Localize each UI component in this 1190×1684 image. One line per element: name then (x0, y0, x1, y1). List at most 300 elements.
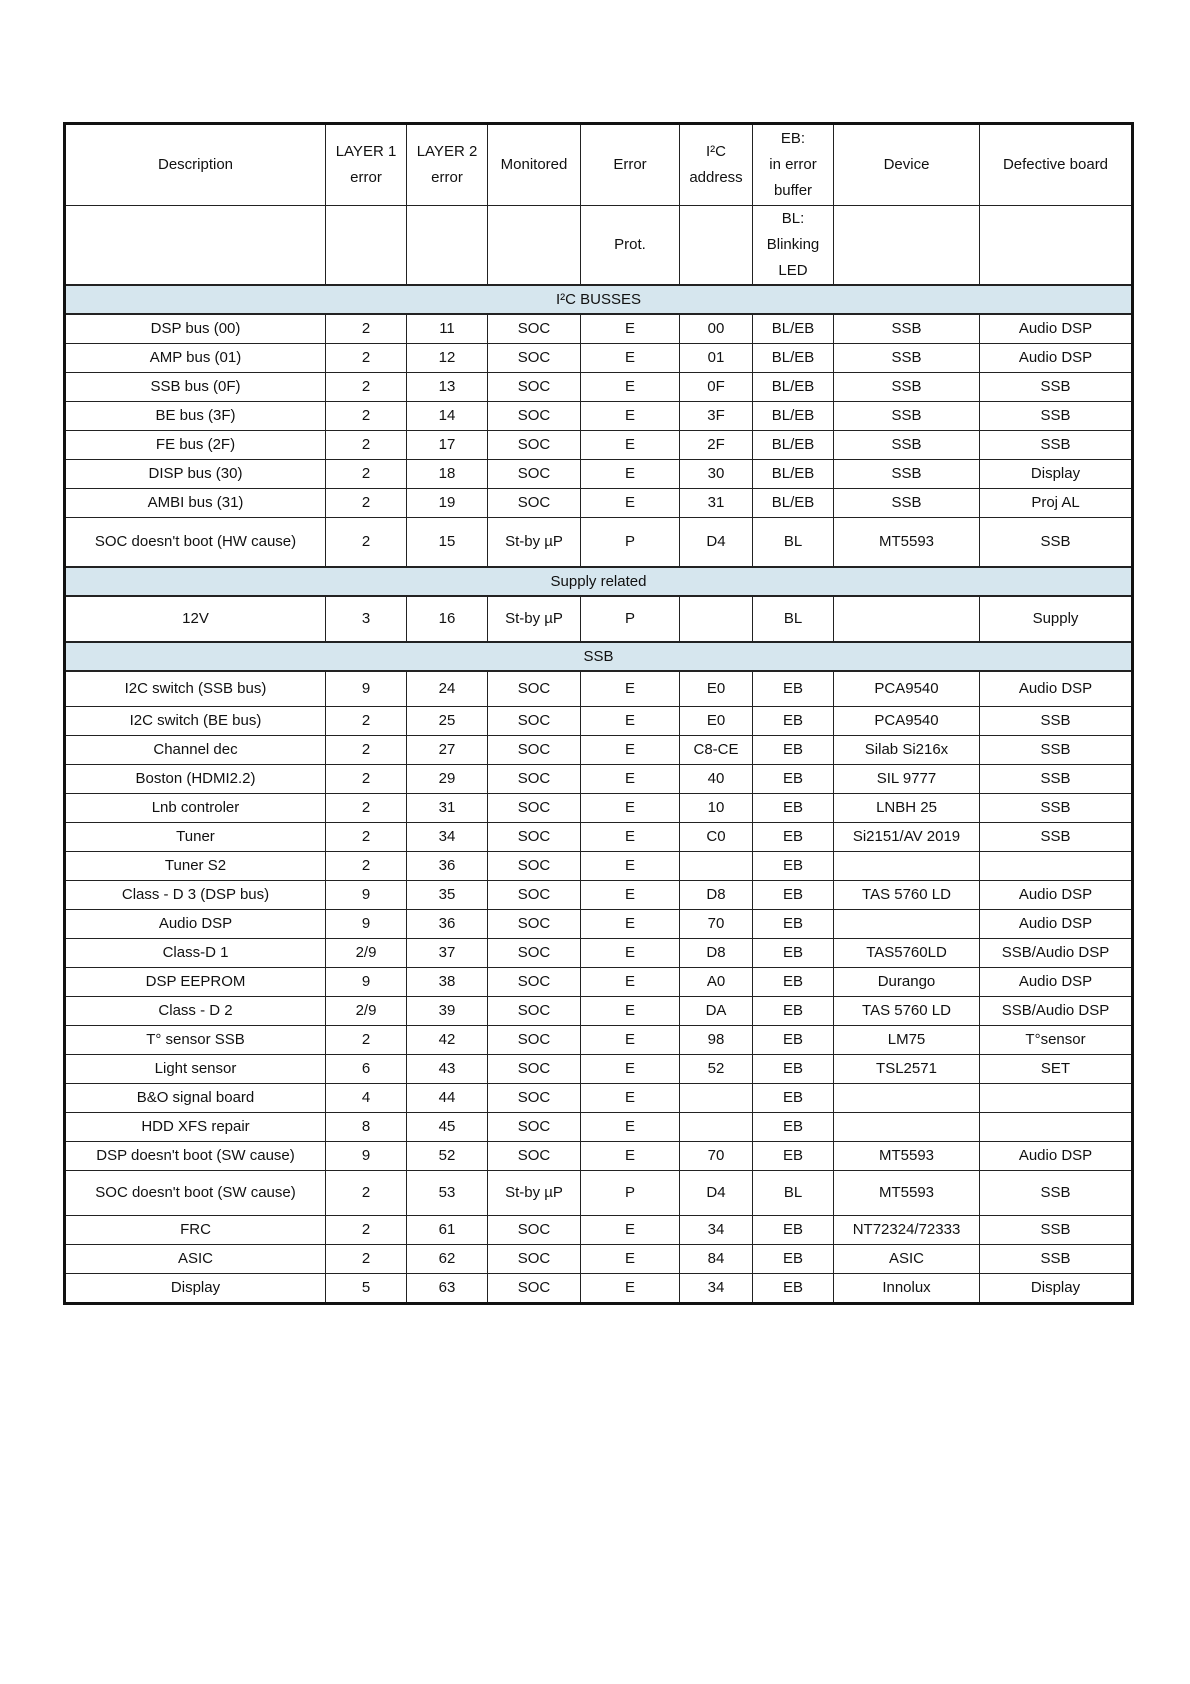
eb-bl-cell: BL/EB (753, 431, 834, 460)
header-subrow (65, 206, 1133, 286)
table-row (65, 1142, 1133, 1171)
defective-board-cell: SSB (980, 431, 1133, 460)
error-type-cell: E (581, 1274, 680, 1304)
layer2-error-cell: 39 (407, 997, 488, 1026)
table-row (65, 881, 1133, 910)
description-cell: T° sensor SSB (65, 1026, 326, 1055)
i2c-address-cell: 34 (680, 1216, 753, 1245)
i2c-address-cell: C0 (680, 823, 753, 852)
layer2-error-cell: 63 (407, 1274, 488, 1304)
layer1-error-cell: 9 (326, 1142, 407, 1171)
description-cell: Display (65, 1274, 326, 1304)
layer2-error-cell: 53 (407, 1171, 488, 1216)
defective-board-cell: SSB (980, 1216, 1133, 1245)
layer2-error-cell: 31 (407, 794, 488, 823)
description-cell: Light sensor (65, 1055, 326, 1084)
eb-bl-cell: BL/EB (753, 460, 834, 489)
defective-board-cell: SSB/Audio DSP (980, 939, 1133, 968)
eb-bl-cell: EB (753, 823, 834, 852)
defective-board-cell: SSB (980, 518, 1133, 568)
defective-board-cell: SSB (980, 794, 1133, 823)
table-row (65, 852, 1133, 881)
table-row (65, 707, 1133, 736)
device-cell: ASIC (834, 1245, 980, 1274)
i2c-address-cell: 70 (680, 1142, 753, 1171)
table-row (65, 1084, 1133, 1113)
monitored-cell: SOC (488, 852, 581, 881)
layer2-error-cell: 24 (407, 671, 488, 707)
error-type-cell: E (581, 881, 680, 910)
section-title: Supply related (65, 567, 1133, 596)
error-type-cell: P (581, 518, 680, 568)
monitored-cell: SOC (488, 489, 581, 518)
eb-bl-cell: EB (753, 1245, 834, 1274)
layer1-error-cell: LAYER 1 error (326, 124, 407, 206)
device-cell: LM75 (834, 1026, 980, 1055)
device-cell: SSB (834, 460, 980, 489)
description-cell: DSP EEPROM (65, 968, 326, 997)
layer2-error-cell: 34 (407, 823, 488, 852)
defective-board-cell: SSB (980, 823, 1133, 852)
layer2-error-cell: 62 (407, 1245, 488, 1274)
layer1-error-cell: 2 (326, 314, 407, 344)
monitored-cell: St-by µP (488, 596, 581, 642)
layer2-error-cell: 17 (407, 431, 488, 460)
description-cell: Class-D 1 (65, 939, 326, 968)
device-cell: TAS5760LD (834, 939, 980, 968)
section-header-row (65, 285, 1133, 314)
layer1-error-cell: 2 (326, 373, 407, 402)
error-type-cell: E (581, 852, 680, 881)
defective-board-cell: SSB (980, 402, 1133, 431)
monitored-cell: SOC (488, 736, 581, 765)
table-row (65, 344, 1133, 373)
device-cell (834, 910, 980, 939)
defective-board-cell: T°sensor (980, 1026, 1133, 1055)
monitored-cell: SOC (488, 1216, 581, 1245)
i2c-address-cell: D8 (680, 881, 753, 910)
i2c-address-cell: E0 (680, 671, 753, 707)
layer1-error-cell: 2 (326, 794, 407, 823)
eb-bl-cell: EB (753, 1216, 834, 1245)
monitored-cell: SOC (488, 794, 581, 823)
table-row (65, 1113, 1133, 1142)
description-cell: DISP bus (30) (65, 460, 326, 489)
error-code-table (63, 122, 1134, 1305)
i2c-address-cell: A0 (680, 968, 753, 997)
device-cell: MT5593 (834, 1142, 980, 1171)
description-cell: Channel dec (65, 736, 326, 765)
layer2-error-cell: 45 (407, 1113, 488, 1142)
device-cell (834, 1084, 980, 1113)
table-row (65, 736, 1133, 765)
description-cell: FE bus (2F) (65, 431, 326, 460)
layer2-error-cell: 38 (407, 968, 488, 997)
error-type-cell: P (581, 596, 680, 642)
monitored-cell: St-by µP (488, 1171, 581, 1216)
device-cell: SSB (834, 431, 980, 460)
device-cell: Innolux (834, 1274, 980, 1304)
table-row (65, 460, 1133, 489)
description-cell: SOC doesn't boot (HW cause) (65, 518, 326, 568)
monitored-cell: SOC (488, 939, 581, 968)
defective-board-cell: Supply (980, 596, 1133, 642)
description-cell: AMP bus (01) (65, 344, 326, 373)
layer2-error-cell: 16 (407, 596, 488, 642)
error-type-cell: E (581, 939, 680, 968)
i2c-address-cell: 3F (680, 402, 753, 431)
device-cell: SSB (834, 344, 980, 373)
description-cell: Tuner S2 (65, 852, 326, 881)
monitored-cell: SOC (488, 881, 581, 910)
defective-board-cell: SSB (980, 736, 1133, 765)
table-row (65, 489, 1133, 518)
device-cell: NT72324/72333 (834, 1216, 980, 1245)
error-type-cell: E (581, 344, 680, 373)
device-cell (834, 596, 980, 642)
defective-board-cell: SSB (980, 1171, 1133, 1216)
defective-board-cell: Audio DSP (980, 910, 1133, 939)
layer1-error-cell: 9 (326, 671, 407, 707)
description-cell: BE bus (3F) (65, 402, 326, 431)
device-cell: Silab Si216x (834, 736, 980, 765)
defective-board-cell: Display (980, 460, 1133, 489)
device-cell: PCA9540 (834, 707, 980, 736)
layer1-error-cell: 8 (326, 1113, 407, 1142)
device-cell: SSB (834, 489, 980, 518)
defective-board-cell: Proj AL (980, 489, 1133, 518)
defective-board-cell (980, 206, 1133, 286)
table-row (65, 1274, 1133, 1304)
description-cell (65, 206, 326, 286)
description-cell: ASIC (65, 1245, 326, 1274)
device-cell: MT5593 (834, 518, 980, 568)
table-row (65, 1026, 1133, 1055)
layer1-error-cell: 2 (326, 736, 407, 765)
monitored-cell: SOC (488, 968, 581, 997)
error-type-cell: Prot. (581, 206, 680, 286)
error-type-cell: Error (581, 124, 680, 206)
monitored-cell: SOC (488, 1274, 581, 1304)
error-type-cell: E (581, 794, 680, 823)
description-cell: DSP bus (00) (65, 314, 326, 344)
device-cell (834, 852, 980, 881)
device-cell: TSL2571 (834, 1055, 980, 1084)
description-cell: Tuner (65, 823, 326, 852)
error-type-cell: E (581, 1026, 680, 1055)
table-row (65, 765, 1133, 794)
defective-board-cell: SSB (980, 707, 1133, 736)
description-cell: Class - D 2 (65, 997, 326, 1026)
layer1-error-cell: 4 (326, 1084, 407, 1113)
error-type-cell: E (581, 765, 680, 794)
i2c-address-cell: C8-CE (680, 736, 753, 765)
table-row (65, 402, 1133, 431)
description-cell: Description (65, 124, 326, 206)
layer2-error-cell: 12 (407, 344, 488, 373)
layer1-error-cell: 2 (326, 765, 407, 794)
error-type-cell: E (581, 489, 680, 518)
section-header-row (65, 642, 1133, 671)
layer1-error-cell: 2 (326, 852, 407, 881)
defective-board-cell (980, 852, 1133, 881)
i2c-address-cell (680, 1113, 753, 1142)
i2c-address-cell: 52 (680, 1055, 753, 1084)
monitored-cell: SOC (488, 1245, 581, 1274)
table-row (65, 1216, 1133, 1245)
description-cell: 12V (65, 596, 326, 642)
i2c-address-cell: 10 (680, 794, 753, 823)
i2c-address-cell (680, 852, 753, 881)
table-row (65, 1171, 1133, 1216)
eb-bl-cell: BL/EB (753, 344, 834, 373)
description-cell: AMBI bus (31) (65, 489, 326, 518)
table-row (65, 431, 1133, 460)
layer1-error-cell: 9 (326, 881, 407, 910)
description-cell: DSP doesn't boot (SW cause) (65, 1142, 326, 1171)
defective-board-cell (980, 1113, 1133, 1142)
error-type-cell: E (581, 1113, 680, 1142)
device-cell: SSB (834, 373, 980, 402)
monitored-cell: SOC (488, 910, 581, 939)
device-cell: LNBH 25 (834, 794, 980, 823)
defective-board-cell: Audio DSP (980, 344, 1133, 373)
layer2-error-cell: 19 (407, 489, 488, 518)
i2c-address-cell: I²C address (680, 124, 753, 206)
eb-bl-cell: EB (753, 881, 834, 910)
description-cell: HDD XFS repair (65, 1113, 326, 1142)
layer2-error-cell: 42 (407, 1026, 488, 1055)
error-type-cell: E (581, 736, 680, 765)
error-type-cell: E (581, 1245, 680, 1274)
layer2-error-cell: 25 (407, 707, 488, 736)
monitored-cell: SOC (488, 314, 581, 344)
eb-bl-cell: BL (753, 518, 834, 568)
description-cell: Lnb controler (65, 794, 326, 823)
table-row (65, 939, 1133, 968)
device-cell: Device (834, 124, 980, 206)
section-header-row (65, 567, 1133, 596)
table-row (65, 968, 1133, 997)
eb-bl-cell: EB (753, 1142, 834, 1171)
layer1-error-cell: 2 (326, 707, 407, 736)
table-row (65, 997, 1133, 1026)
error-type-cell: E (581, 1084, 680, 1113)
layer1-error-cell: 2 (326, 518, 407, 568)
error-type-cell: E (581, 460, 680, 489)
device-cell (834, 1113, 980, 1142)
eb-bl-cell: BL (753, 596, 834, 642)
defective-board-cell: SSB (980, 765, 1133, 794)
eb-bl-cell: EB (753, 910, 834, 939)
table-row (65, 1245, 1133, 1274)
monitored-cell: SOC (488, 460, 581, 489)
layer2-error-cell: 27 (407, 736, 488, 765)
section-title: I²C BUSSES (65, 285, 1133, 314)
monitored-cell (488, 206, 581, 286)
layer1-error-cell: 9 (326, 910, 407, 939)
device-cell: Durango (834, 968, 980, 997)
i2c-address-cell: 84 (680, 1245, 753, 1274)
defective-board-cell: Audio DSP (980, 881, 1133, 910)
section-title: SSB (65, 642, 1133, 671)
error-type-cell: E (581, 1216, 680, 1245)
error-type-cell: E (581, 314, 680, 344)
layer2-error-cell: 18 (407, 460, 488, 489)
error-type-cell: E (581, 968, 680, 997)
error-type-cell: P (581, 1171, 680, 1216)
layer1-error-cell: 2/9 (326, 939, 407, 968)
i2c-address-cell: D4 (680, 1171, 753, 1216)
device-cell: TAS 5760 LD (834, 997, 980, 1026)
layer2-error-cell: 52 (407, 1142, 488, 1171)
defective-board-cell: SSB (980, 1245, 1133, 1274)
device-cell: SSB (834, 402, 980, 431)
description-cell: SSB bus (0F) (65, 373, 326, 402)
monitored-cell: SOC (488, 707, 581, 736)
eb-bl-cell: BL/EB (753, 373, 834, 402)
device-cell: PCA9540 (834, 671, 980, 707)
defective-board-cell: Audio DSP (980, 968, 1133, 997)
layer2-error-cell: 35 (407, 881, 488, 910)
eb-bl-cell: BL (753, 1171, 834, 1216)
description-cell: I2C switch (BE bus) (65, 707, 326, 736)
device-cell: MT5593 (834, 1171, 980, 1216)
eb-bl-cell: EB (753, 765, 834, 794)
layer1-error-cell: 2 (326, 1216, 407, 1245)
layer2-error-cell: 43 (407, 1055, 488, 1084)
description-cell: SOC doesn't boot (SW cause) (65, 1171, 326, 1216)
table-row (65, 314, 1133, 344)
monitored-cell: SOC (488, 765, 581, 794)
monitored-cell: SOC (488, 823, 581, 852)
i2c-address-cell: 2F (680, 431, 753, 460)
description-cell: FRC (65, 1216, 326, 1245)
device-cell: SIL 9777 (834, 765, 980, 794)
layer2-error-cell: 36 (407, 910, 488, 939)
layer1-error-cell: 2 (326, 1171, 407, 1216)
monitored-cell: SOC (488, 1055, 581, 1084)
description-cell: I2C switch (SSB bus) (65, 671, 326, 707)
i2c-address-cell: D4 (680, 518, 753, 568)
layer1-error-cell: 2 (326, 1245, 407, 1274)
error-type-cell: E (581, 823, 680, 852)
layer2-error-cell: 29 (407, 765, 488, 794)
eb-bl-cell: EB (753, 1084, 834, 1113)
i2c-address-cell: 98 (680, 1026, 753, 1055)
table-row (65, 373, 1133, 402)
description-cell: Class - D 3 (DSP bus) (65, 881, 326, 910)
eb-bl-cell: EB (753, 671, 834, 707)
layer1-error-cell: 5 (326, 1274, 407, 1304)
i2c-address-cell: 00 (680, 314, 753, 344)
eb-bl-cell: EB (753, 707, 834, 736)
defective-board-cell: Display (980, 1274, 1133, 1304)
monitored-cell: SOC (488, 1084, 581, 1113)
layer1-error-cell: 2 (326, 489, 407, 518)
defective-board-cell: Defective board (980, 124, 1133, 206)
eb-bl-cell: EB (753, 794, 834, 823)
monitored-cell: SOC (488, 997, 581, 1026)
eb-bl-cell: BL/EB (753, 402, 834, 431)
table-row (65, 671, 1133, 707)
layer2-error-cell: 15 (407, 518, 488, 568)
monitored-cell: SOC (488, 1026, 581, 1055)
table-row (65, 910, 1133, 939)
layer2-error-cell: 61 (407, 1216, 488, 1245)
defective-board-cell: SSB (980, 373, 1133, 402)
table-row (65, 794, 1133, 823)
monitored-cell: SOC (488, 402, 581, 431)
layer2-error-cell: LAYER 2 error (407, 124, 488, 206)
error-type-cell: E (581, 997, 680, 1026)
eb-bl-cell: EB (753, 1274, 834, 1304)
error-type-cell: E (581, 1142, 680, 1171)
layer1-error-cell: 2 (326, 431, 407, 460)
layer2-error-cell: 14 (407, 402, 488, 431)
device-cell: TAS 5760 LD (834, 881, 980, 910)
i2c-address-cell: E0 (680, 707, 753, 736)
i2c-address-cell: 40 (680, 765, 753, 794)
i2c-address-cell (680, 596, 753, 642)
table-row (65, 1055, 1133, 1084)
layer2-error-cell: 11 (407, 314, 488, 344)
eb-bl-cell: EB (753, 852, 834, 881)
description-cell: Boston (HDMI2.2) (65, 765, 326, 794)
eb-bl-cell: EB (753, 1055, 834, 1084)
layer1-error-cell: 2 (326, 460, 407, 489)
table-row (65, 596, 1133, 642)
eb-bl-cell: EB (753, 1113, 834, 1142)
i2c-address-cell: 31 (680, 489, 753, 518)
error-type-cell: E (581, 910, 680, 939)
defective-board-cell (980, 1084, 1133, 1113)
layer1-error-cell: 6 (326, 1055, 407, 1084)
monitored-cell: Monitored (488, 124, 581, 206)
monitored-cell: SOC (488, 1113, 581, 1142)
i2c-address-cell: D8 (680, 939, 753, 968)
eb-bl-cell: EB: in error buffer (753, 124, 834, 206)
i2c-address-cell: 70 (680, 910, 753, 939)
table-row (65, 823, 1133, 852)
header-row (65, 124, 1133, 206)
table-row (65, 518, 1133, 568)
monitored-cell: St-by µP (488, 518, 581, 568)
eb-bl-cell: BL/EB (753, 489, 834, 518)
device-cell: Si2151/AV 2019 (834, 823, 980, 852)
layer2-error-cell: 13 (407, 373, 488, 402)
eb-bl-cell: EB (753, 1026, 834, 1055)
device-cell (834, 206, 980, 286)
monitored-cell: SOC (488, 671, 581, 707)
defective-board-cell: Audio DSP (980, 1142, 1133, 1171)
error-type-cell: E (581, 1055, 680, 1084)
i2c-address-cell: 01 (680, 344, 753, 373)
eb-bl-cell: EB (753, 939, 834, 968)
layer1-error-cell (326, 206, 407, 286)
eb-bl-cell: BL: Blinking LED (753, 206, 834, 286)
monitored-cell: SOC (488, 344, 581, 373)
layer1-error-cell: 3 (326, 596, 407, 642)
defective-board-cell: SSB/Audio DSP (980, 997, 1133, 1026)
monitored-cell: SOC (488, 431, 581, 460)
defective-board-cell: Audio DSP (980, 314, 1133, 344)
defective-board-cell: Audio DSP (980, 671, 1133, 707)
description-cell: Audio DSP (65, 910, 326, 939)
layer2-error-cell (407, 206, 488, 286)
device-cell: SSB (834, 314, 980, 344)
layer1-error-cell: 2 (326, 344, 407, 373)
